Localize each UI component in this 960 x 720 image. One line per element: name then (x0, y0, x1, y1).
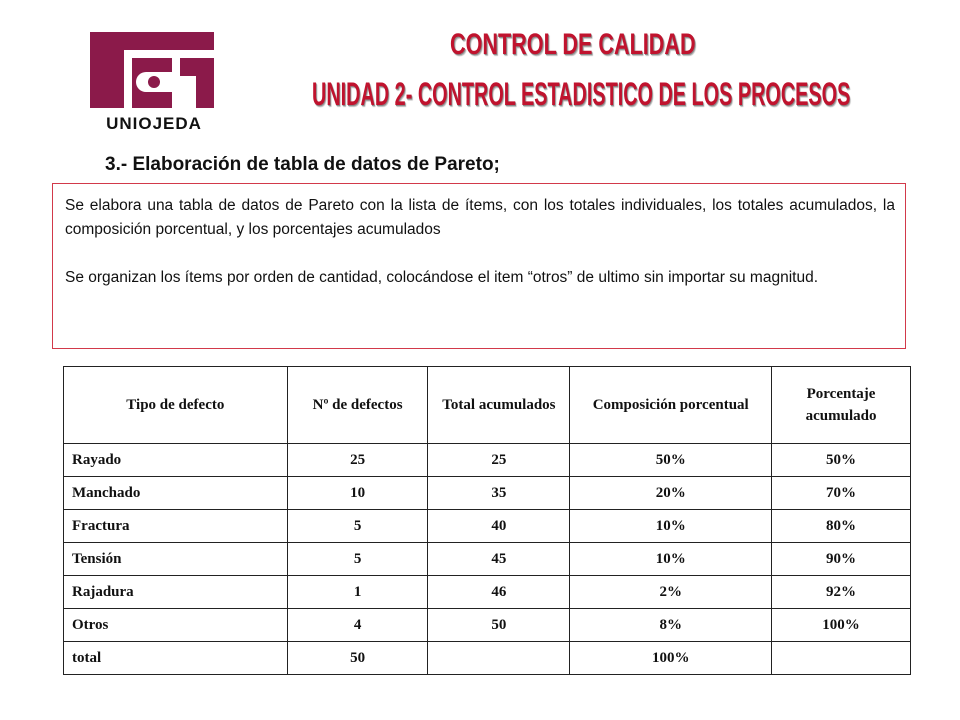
description-paragraph-2: Se organizan los ítems por orden de cantidad, colocándose el item “otros” de ultimo sin importar su magnitud. (65, 269, 818, 286)
section-heading: 3.- Elaboración de tabla de datos de Pareto; (105, 154, 500, 175)
header-cumulative-total: Total acumulados (428, 367, 570, 444)
cell-defect-type: Manchado (64, 477, 288, 510)
cell-total-defects: 50 (287, 642, 428, 675)
cell-percent-composition: 2% (570, 576, 772, 609)
cell-percent-composition: 8% (570, 609, 772, 642)
cell-defect-type: Tensión (64, 543, 288, 576)
table-row (64, 609, 911, 642)
cell-defect-type: Rayado (64, 444, 288, 477)
table-row (64, 477, 911, 510)
cell-total-composition: 100% (570, 642, 772, 675)
cell-cumulative-total: 40 (428, 510, 570, 543)
cell-cumulative-total: 46 (428, 576, 570, 609)
table-total-row (64, 642, 911, 675)
cell-cumulative-percent: 100% (772, 609, 911, 642)
cell-total-cumulative-percent (772, 642, 911, 675)
cell-percent-composition: 10% (570, 543, 772, 576)
unit-title: UNIDAD 2- CONTROL ESTADISTICO DE LOS PROCESOS (312, 76, 851, 112)
cell-cumulative-total: 25 (428, 444, 570, 477)
description-paragraph-1: Se elabora una tabla de datos de Pareto con la lista de ítems, con los totales individuales, los totales acumulados, la composición porcentual, y los porcentajes acumulados (65, 197, 895, 238)
header-percent-composition: Composición porcentual (570, 367, 772, 444)
cell-defect-count: 5 (287, 510, 428, 543)
cell-defect-count: 1 (287, 576, 428, 609)
table-row (64, 444, 911, 477)
cell-defect-count: 10 (287, 477, 428, 510)
cell-defect-count: 5 (287, 543, 428, 576)
header-defect-count: Nº de defectos (287, 367, 428, 444)
pareto-table (63, 366, 911, 675)
cell-cumulative-percent: 50% (772, 444, 911, 477)
cell-cumulative-percent: 80% (772, 510, 911, 543)
cell-percent-composition: 10% (570, 510, 772, 543)
table-row (64, 576, 911, 609)
cell-defect-count: 4 (287, 609, 428, 642)
logo-wordmark: UNIOJEDA (106, 114, 202, 133)
table-row (64, 543, 911, 576)
uniojeda-logo (84, 28, 224, 138)
description-box (52, 183, 906, 349)
cell-cumulative-percent: 70% (772, 477, 911, 510)
cell-cumulative-total: 35 (428, 477, 570, 510)
cell-defect-type: Fractura (64, 510, 288, 543)
cell-defect-count: 25 (287, 444, 428, 477)
cell-defect-type: Otros (64, 609, 288, 642)
header-cumulative-percent: Porcentaje acumulado (772, 367, 911, 444)
cell-cumulative-percent: 92% (772, 576, 911, 609)
table-row (64, 510, 911, 543)
cell-cumulative-percent: 90% (772, 543, 911, 576)
course-title: CONTROL DE CALIDAD (450, 28, 696, 61)
cell-cumulative-total: 45 (428, 543, 570, 576)
cell-total-cumulative (428, 642, 570, 675)
cell-percent-composition: 20% (570, 477, 772, 510)
cell-total-label: total (64, 642, 288, 675)
table-header-row (64, 367, 911, 444)
cell-percent-composition: 50% (570, 444, 772, 477)
cell-defect-type: Rajadura (64, 576, 288, 609)
header-defect-type: Tipo de defecto (64, 367, 288, 444)
cell-cumulative-total: 50 (428, 609, 570, 642)
